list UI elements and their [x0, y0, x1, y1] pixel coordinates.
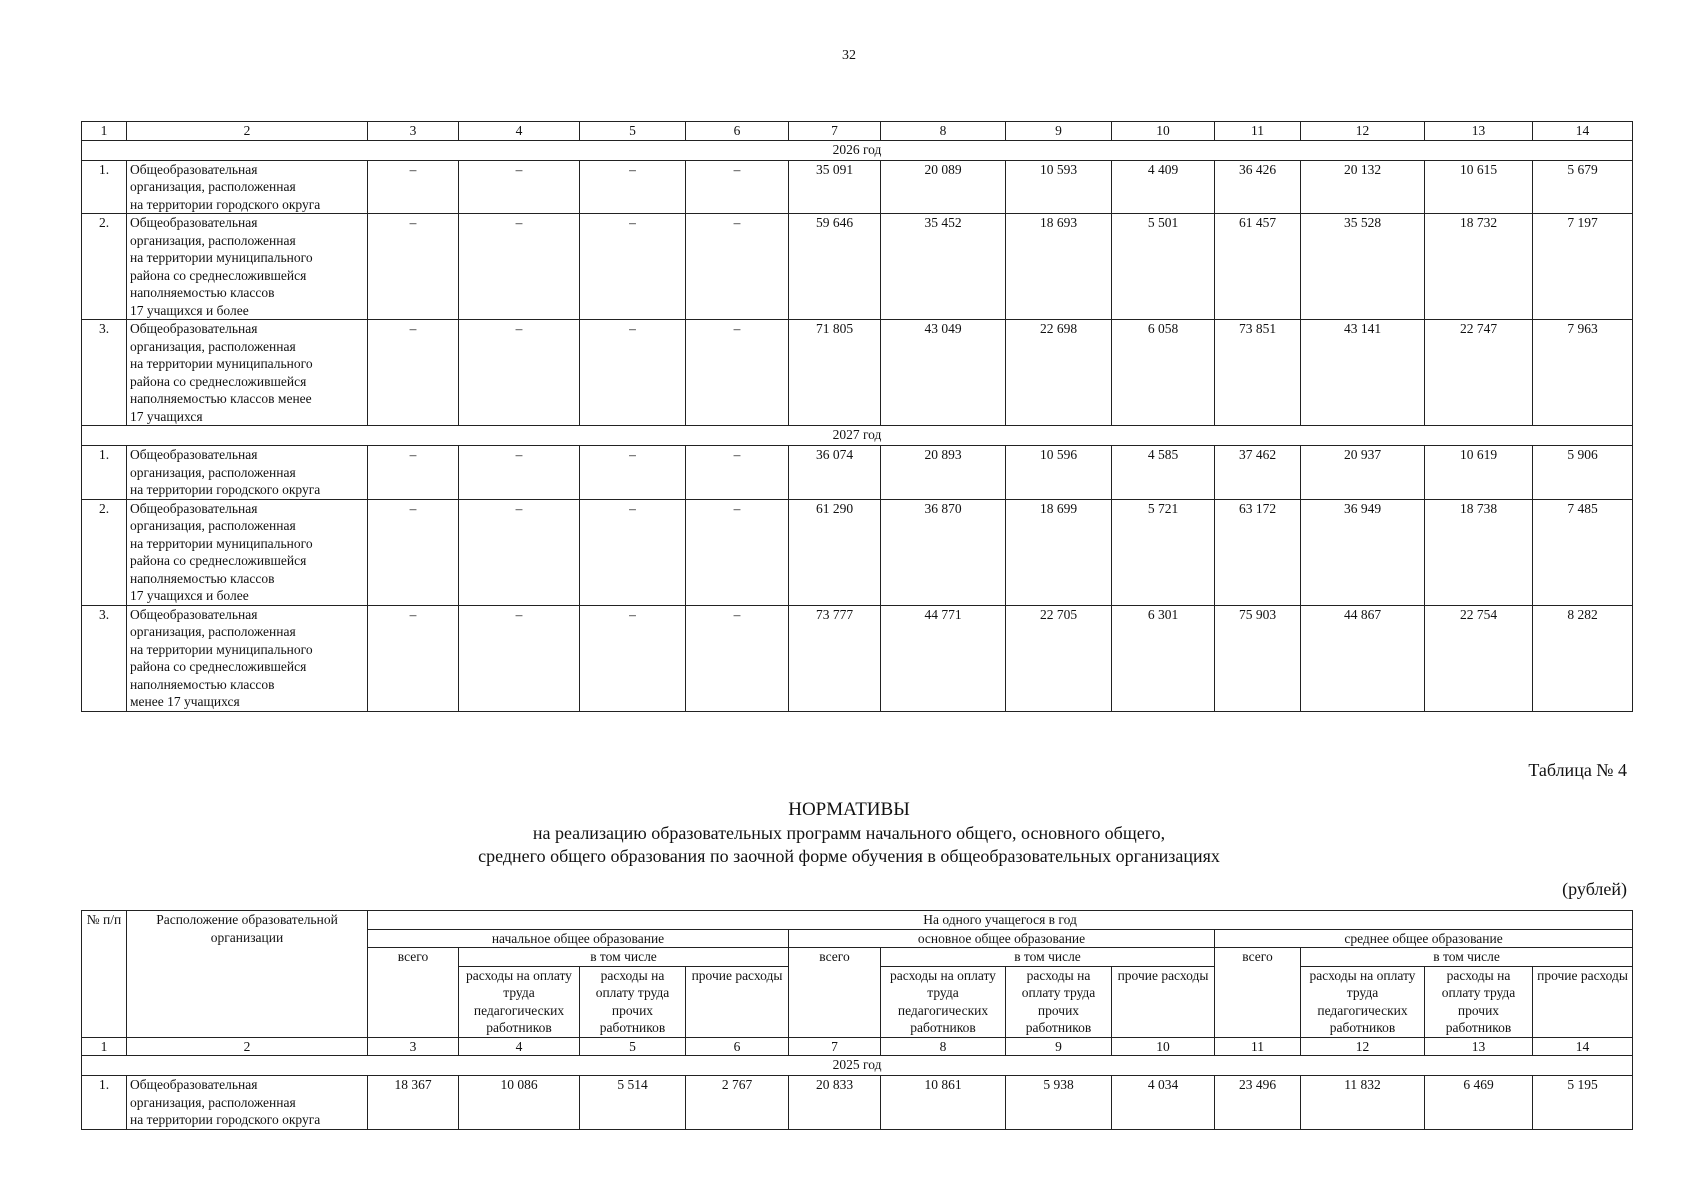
value-cell: – [459, 214, 580, 320]
value-cell: – [459, 499, 580, 605]
value-cell: – [580, 160, 686, 214]
header-other-expenses: прочие расходы [1112, 966, 1215, 1037]
value-cell: 44 867 [1301, 605, 1425, 711]
header-level-secondary: среднее общее образование [1215, 929, 1633, 948]
location-line: 17 учащихся и более [130, 302, 249, 318]
column-number: 3 [368, 1037, 459, 1056]
column-number: 1 [82, 122, 127, 141]
value-cell: 18 699 [1006, 499, 1112, 605]
row-number: 1. [82, 446, 127, 500]
column-number: 12 [1301, 122, 1425, 141]
value-cell: – [686, 320, 789, 426]
value-cell: – [686, 214, 789, 320]
value-cell: 4 409 [1112, 160, 1215, 214]
value-cell: 7 197 [1533, 214, 1633, 320]
value-cell: 35 452 [881, 214, 1006, 320]
table-subtitle-line-2: среднего общего образования по заочной форме обучения в общеобразовательных организациях [478, 846, 1220, 866]
value-cell: – [580, 605, 686, 711]
organization-location [127, 1076, 368, 1130]
column-number: 2 [127, 1037, 368, 1056]
value-cell: 4 034 [1112, 1076, 1215, 1130]
column-number: 7 [789, 122, 881, 141]
header-other-pay: расходы на оплату труда прочих работников [1006, 966, 1112, 1037]
value-cell: 2 767 [686, 1076, 789, 1130]
row-number: 2. [82, 214, 127, 320]
value-cell: 36 870 [881, 499, 1006, 605]
location-line: наполняемостью классов [130, 570, 275, 586]
table-row [82, 499, 1633, 605]
header-total: всего [789, 948, 881, 1038]
value-cell: – [580, 499, 686, 605]
value-cell: – [368, 160, 459, 214]
organization-location [127, 214, 368, 320]
value-cell: 59 646 [789, 214, 881, 320]
column-number: 2 [127, 122, 368, 141]
value-cell: 43 049 [881, 320, 1006, 426]
value-cell: 22 754 [1425, 605, 1533, 711]
location-line: на территории муниципального [130, 641, 313, 657]
column-number: 13 [1425, 1037, 1533, 1056]
value-cell: 20 089 [881, 160, 1006, 214]
table-continuation [81, 121, 1633, 712]
location-line: организация, расположенная [130, 338, 296, 354]
value-cell: – [580, 214, 686, 320]
value-cell: 35 091 [789, 160, 881, 214]
table-row [82, 160, 1633, 214]
year-label: 2027 год [82, 426, 1633, 446]
table-row [82, 320, 1633, 426]
organization-location [127, 605, 368, 711]
value-cell: – [686, 605, 789, 711]
location-line: на территории муниципального [130, 535, 313, 551]
location-line: Общеобразовательная [130, 161, 258, 177]
location-line: организация, расположенная [130, 464, 296, 480]
year-label: 2026 год [82, 140, 1633, 160]
value-cell: 8 282 [1533, 605, 1633, 711]
organization-location [127, 446, 368, 500]
value-cell: – [686, 499, 789, 605]
year-label: 2025 год [82, 1056, 1633, 1076]
value-cell: 22 698 [1006, 320, 1112, 426]
table-row [82, 214, 1633, 320]
header-teacher-pay: расходы на оплату труда педагогических работников [459, 966, 580, 1037]
value-cell: 10 596 [1006, 446, 1112, 500]
value-cell: 73 851 [1215, 320, 1301, 426]
header-including: в том числе [881, 948, 1215, 967]
value-cell: 18 732 [1425, 214, 1533, 320]
value-cell: 10 593 [1006, 160, 1112, 214]
header-level-primary: начальное общее образование [368, 929, 789, 948]
value-cell: 23 496 [1215, 1076, 1301, 1130]
location-line: наполняемостью классов менее [130, 391, 312, 406]
column-number: 7 [789, 1037, 881, 1056]
value-cell: 61 290 [789, 499, 881, 605]
value-cell: 10 861 [881, 1076, 1006, 1130]
location-line: Общеобразовательная [130, 215, 258, 230]
value-cell: 61 457 [1215, 214, 1301, 320]
location-line: организация, расположенная [130, 624, 296, 639]
value-cell: 4 585 [1112, 446, 1215, 500]
value-cell: 22 747 [1425, 320, 1533, 426]
value-cell: 7 963 [1533, 320, 1633, 426]
value-cell: – [368, 214, 459, 320]
value-cell: 20 833 [789, 1076, 881, 1130]
value-cell: 71 805 [789, 320, 881, 426]
value-cell: 11 832 [1301, 1076, 1425, 1130]
value-cell: 7 485 [1533, 499, 1633, 605]
value-cell: – [368, 499, 459, 605]
column-number: 6 [686, 122, 789, 141]
location-line: Общеобразовательная [130, 1077, 258, 1092]
location-line: Общеобразовательная [130, 447, 258, 462]
location-line: организация, расположенная [130, 232, 296, 248]
value-cell: – [459, 605, 580, 711]
column-number-row [82, 1037, 1633, 1056]
value-cell: 43 141 [1301, 320, 1425, 426]
value-cell: 5 679 [1533, 160, 1633, 214]
location-line: района со среднесложившейся [130, 553, 307, 568]
location-line: Общеобразовательная [130, 321, 258, 336]
table-row [82, 605, 1633, 711]
value-cell: 10 086 [459, 1076, 580, 1130]
row-number: 1. [82, 160, 127, 214]
value-cell: 6 301 [1112, 605, 1215, 711]
value-cell: – [580, 446, 686, 500]
column-number: 14 [1533, 122, 1633, 141]
value-cell: – [459, 320, 580, 426]
location-line: на территории городского округа [130, 196, 321, 212]
value-cell: 18 367 [368, 1076, 459, 1130]
table-subtitle-line-1: на реализацию образовательных программ начального общего, основного общего, [532, 823, 1166, 843]
table-row [82, 446, 1633, 500]
header-including: в том числе [459, 948, 789, 967]
header-level-basic: основное общее образование [789, 929, 1215, 948]
column-number: 1 [82, 1037, 127, 1056]
header-other-pay: расходы на оплату труда прочих работников [580, 966, 686, 1037]
column-number: 10 [1112, 122, 1215, 141]
page-number: 32 [842, 48, 856, 63]
column-number: 3 [368, 122, 459, 141]
value-cell: 36 949 [1301, 499, 1425, 605]
value-cell: 10 619 [1425, 446, 1533, 500]
location-line: 17 учащихся и более [130, 588, 249, 603]
column-number: 11 [1215, 1037, 1301, 1056]
table-4 [81, 910, 1633, 1130]
value-cell: 73 777 [789, 605, 881, 711]
value-cell: 5 514 [580, 1076, 686, 1130]
header-other-expenses: прочие расходы [686, 966, 789, 1037]
location-line: организация, расположенная [130, 179, 296, 194]
location-line: наполняемостью классов [130, 676, 275, 692]
row-number: 3. [82, 605, 127, 711]
header-other-expenses: прочие расходы [1533, 966, 1633, 1037]
value-cell: 20 937 [1301, 446, 1425, 500]
value-cell: 63 172 [1215, 499, 1301, 605]
value-cell: – [459, 160, 580, 214]
location-line: района со среднесложившейся [130, 267, 307, 283]
value-cell: 22 705 [1006, 605, 1112, 711]
value-cell: – [580, 320, 686, 426]
unit-label: (рублей) [1562, 879, 1627, 899]
value-cell: 36 426 [1215, 160, 1301, 214]
column-number: 11 [1215, 122, 1301, 141]
table-row [82, 1076, 1633, 1130]
location-line: 17 учащихся [130, 408, 203, 424]
year-row [82, 426, 1633, 446]
column-number: 12 [1301, 1037, 1425, 1056]
column-number: 4 [459, 1037, 580, 1056]
column-number: 14 [1533, 1037, 1633, 1056]
value-cell: 44 771 [881, 605, 1006, 711]
location-line: Общеобразовательная [130, 606, 258, 622]
value-cell: 18 693 [1006, 214, 1112, 320]
organization-location [127, 320, 368, 426]
location-line: организация, расположенная [130, 1094, 296, 1110]
year-row [82, 1056, 1633, 1076]
location-line: наполняемостью классов [130, 285, 275, 300]
location-line: на территории муниципального [130, 356, 313, 371]
value-cell: 18 738 [1425, 499, 1533, 605]
organization-location [127, 160, 368, 214]
location-line: на территории городского округа [130, 1112, 321, 1127]
value-cell: 5 501 [1112, 214, 1215, 320]
value-cell: 5 721 [1112, 499, 1215, 605]
value-cell: 10 615 [1425, 160, 1533, 214]
column-number-row [82, 122, 1633, 141]
header-total: всего [368, 948, 459, 1038]
value-cell: 6 058 [1112, 320, 1215, 426]
column-number: 8 [881, 122, 1006, 141]
column-number: 4 [459, 122, 580, 141]
column-number: 9 [1006, 122, 1112, 141]
header-teacher-pay: расходы на оплату труда педагогических работников [1301, 966, 1425, 1037]
header-location: Расположение образовательной организации [127, 911, 368, 1038]
row-number: 2. [82, 499, 127, 605]
location-line: района со среднесложившейся [130, 659, 307, 674]
header-num: № п/п [82, 911, 127, 1038]
column-number: 8 [881, 1037, 1006, 1056]
value-cell: 37 462 [1215, 446, 1301, 500]
column-number: 9 [1006, 1037, 1112, 1056]
location-line: на территории муниципального [130, 250, 313, 265]
value-cell: 20 893 [881, 446, 1006, 500]
location-line: Общеобразовательная [130, 500, 258, 516]
column-number: 10 [1112, 1037, 1215, 1056]
header-other-pay: расходы на оплату труда прочих работников [1425, 966, 1533, 1037]
location-line: на территории городского округа [130, 482, 321, 497]
row-number: 1. [82, 1076, 127, 1130]
table-label: Таблица № 4 [1528, 760, 1627, 780]
location-line: менее 17 учащихся [130, 694, 240, 709]
value-cell: 36 074 [789, 446, 881, 500]
value-cell: 75 903 [1215, 605, 1301, 711]
header-including: в том числе [1301, 948, 1633, 967]
header-teacher-pay: расходы на оплату труда педагогических работников [881, 966, 1006, 1037]
column-number: 5 [580, 122, 686, 141]
header-total: всего [1215, 948, 1301, 1038]
value-cell: – [368, 320, 459, 426]
value-cell: 20 132 [1301, 160, 1425, 214]
table-title: НОРМАТИВЫ [788, 799, 910, 820]
value-cell: – [368, 446, 459, 500]
value-cell: 5 938 [1006, 1076, 1112, 1130]
value-cell: 5 195 [1533, 1076, 1633, 1130]
value-cell: – [686, 160, 789, 214]
value-cell: – [686, 446, 789, 500]
column-number: 6 [686, 1037, 789, 1056]
value-cell: 5 906 [1533, 446, 1633, 500]
organization-location [127, 499, 368, 605]
row-number: 3. [82, 320, 127, 426]
location-line: района со среднесложившейся [130, 373, 307, 389]
value-cell: – [459, 446, 580, 500]
column-number: 5 [580, 1037, 686, 1056]
value-cell: – [368, 605, 459, 711]
location-line: организация, расположенная [130, 518, 296, 533]
year-row [82, 140, 1633, 160]
value-cell: 6 469 [1425, 1076, 1533, 1130]
header-per-student: На одного учащегося в год [368, 911, 1633, 930]
value-cell: 35 528 [1301, 214, 1425, 320]
column-number: 13 [1425, 122, 1533, 141]
